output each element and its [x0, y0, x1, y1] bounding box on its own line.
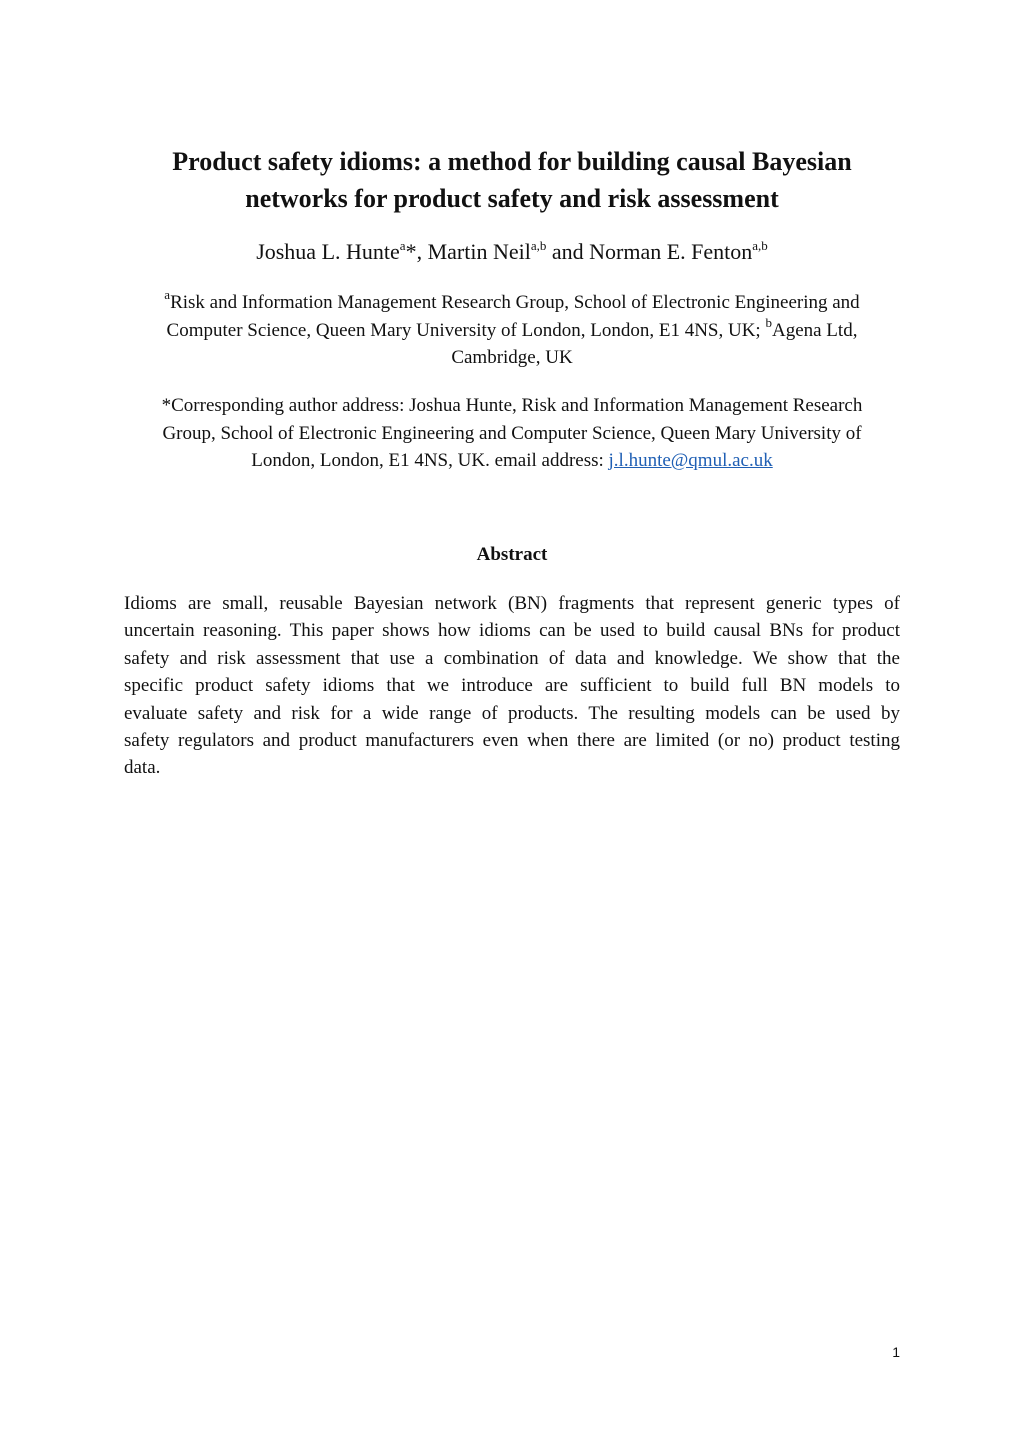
affiliation-line-2	[120, 314, 904, 345]
affiliation-b-marker: b	[765, 314, 772, 330]
corresponding-author-mark: *,	[405, 239, 428, 264]
abstract-line: safety regulators and product manufacturers even when there are limited (or no) product testing	[124, 730, 900, 752]
affiliation-b-text: Agena Ltd,	[771, 319, 858, 341]
paper-title	[100, 143, 924, 217]
affiliation-a-marker: a	[164, 287, 171, 302]
abstract-heading: Abstract	[476, 544, 548, 565]
correspondence-line-3	[120, 447, 904, 475]
author-fenton: Norman E. Fenton	[589, 239, 753, 264]
author-hunte-affiliation: a	[399, 238, 406, 253]
email-link[interactable]: j.l.hunte@qmul.ac.uk	[608, 450, 773, 471]
correspondence-line-1: *Corresponding author address: Joshua Hunte, Risk and Information Management Research	[161, 395, 863, 416]
title-line-2: networks for product safety and risk assessment	[245, 184, 779, 213]
abstract-line: Idioms are small, reusable Bayesian network (BN) fragments that represent generic types of	[124, 593, 900, 614]
abstract-line: data.	[124, 757, 161, 779]
correspondence-line-3-text: London, London, E1 4NS, UK. email address:	[251, 450, 609, 471]
author-neil: Martin Neil	[427, 239, 531, 264]
correspondence-line-2: Group, School of Electronic Engineering and Computer Science, Queen Mary University of	[162, 422, 862, 444]
abstract-body	[124, 590, 900, 782]
affiliation-line-3: Cambridge, UK	[451, 347, 573, 368]
affiliation-line-1	[120, 289, 904, 317]
author-list	[100, 236, 924, 268]
affiliation-a-text: Risk and Information Management Research Group, School of Electronic Engineering and	[170, 292, 860, 313]
abstract-line: uncertain reasoning. This paper shows how idioms can be used to build causal BNs for product	[124, 620, 900, 642]
title-line-1: Product safety idioms: a method for building causal Bayesian	[172, 147, 852, 176]
abstract-line: evaluate safety and risk for a wide range of products. The resulting models can be used by	[124, 702, 900, 724]
author-fenton-affiliation: a,b	[752, 238, 768, 253]
affiliations	[120, 289, 904, 372]
page-number: 1	[892, 1344, 900, 1360]
author-separator: and	[546, 239, 590, 264]
abstract-line: specific product safety idioms that we introduce are sufficient to build full BN models to	[124, 675, 900, 697]
corresponding-author-address	[120, 392, 904, 475]
author-neil-affiliation: a,b	[530, 238, 547, 253]
affiliation-a-text-cont: Computer Science, Queen Mary University of London, London, E1 4NS, UK;	[166, 319, 766, 341]
abstract-line: safety and risk assessment that use a combination of data and knowledge. We show that the	[124, 647, 900, 669]
author-hunte: Joshua L. Hunte	[256, 239, 400, 264]
